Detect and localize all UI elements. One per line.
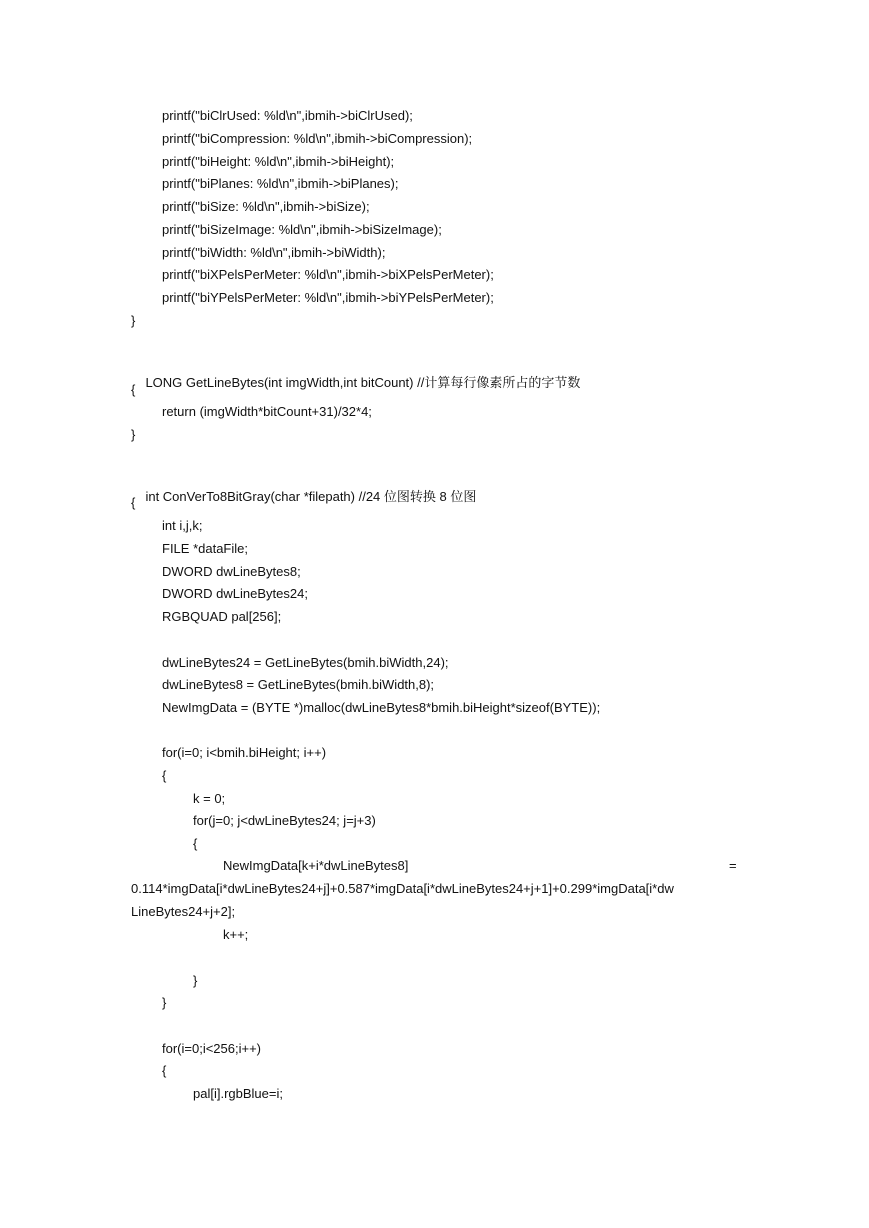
code-line: NewImgData[k+i*dwLineBytes8] bbox=[223, 858, 409, 873]
code-line: } bbox=[131, 427, 136, 442]
code-line: dwLineBytes8 = GetLineBytes(bmih.biWidth,8); bbox=[162, 677, 435, 692]
code-line: pal[i].rgbBlue=i; bbox=[193, 1086, 283, 1101]
code-line: printf("biSize: %ld\n",ibmih->biSize); bbox=[162, 199, 370, 214]
code-line: { bbox=[131, 382, 136, 397]
code-line: { bbox=[193, 836, 198, 851]
code-line: printf("biCompression: %ld\n",ibmih->biCompression); bbox=[162, 131, 473, 146]
code-line: printf("biYPelsPerMeter: %ld\n",ibmih->biYPelsPerMeter); bbox=[162, 290, 494, 305]
code-line: RGBQUAD pal[256]; bbox=[162, 609, 282, 624]
code-line: 0.114*imgData[i*dwLineBytes24+j]+0.587*imgData[i*dwLineBytes24+j+1]+0.299*imgData[i*dw bbox=[131, 881, 674, 896]
code-line: printf("biSizeImage: %ld\n",ibmih->biSizeImage); bbox=[162, 222, 442, 237]
code-comment: 位图转换 bbox=[383, 490, 436, 505]
code-line: { bbox=[162, 1063, 167, 1078]
code-line: printf("biClrUsed: %ld\n",ibmih->biClrUsed); bbox=[162, 108, 413, 123]
code-line: for(i=0; i<bmih.biHeight; i++) bbox=[162, 745, 327, 760]
code-line: DWORD dwLineBytes8; bbox=[162, 564, 301, 579]
code-line bbox=[131, 359, 580, 408]
code-line bbox=[131, 473, 476, 522]
code-line: return (imgWidth*bitCount+31)/32*4; bbox=[162, 404, 372, 419]
code-line-trailing-equals: = bbox=[729, 858, 737, 873]
code-text: LONG GetLineBytes(int imgWidth,int bitCount) // bbox=[145, 375, 425, 390]
code-line: { bbox=[162, 768, 167, 783]
code-line: for(i=0;i<256;i++) bbox=[162, 1041, 262, 1056]
code-line: k++; bbox=[223, 927, 249, 942]
code-line: FILE *dataFile; bbox=[162, 541, 248, 556]
code-line: } bbox=[162, 995, 167, 1010]
code-line: dwLineBytes24 = GetLineBytes(bmih.biWidth,24); bbox=[162, 655, 449, 670]
code-text: int ConVerTo8BitGray(char *filepath) //24 bbox=[145, 489, 384, 504]
code-line: k = 0; bbox=[193, 791, 226, 806]
code-line: NewImgData = (BYTE *)malloc(dwLineBytes8*bmih.biHeight*sizeof(BYTE)); bbox=[162, 700, 601, 715]
code-line: int i,j,k; bbox=[162, 518, 203, 533]
code-line: for(j=0; j<dwLineBytes24; j=j+3) bbox=[193, 813, 376, 828]
code-comment: 计算每行像素所占的字节数 bbox=[424, 376, 581, 391]
code-line: DWORD dwLineBytes24; bbox=[162, 586, 308, 601]
code-line: printf("biPlanes: %ld\n",ibmih->biPlanes); bbox=[162, 176, 399, 191]
code-line: printf("biXPelsPerMeter: %ld\n",ibmih->biXPelsPerMeter); bbox=[162, 267, 494, 282]
code-line: { bbox=[131, 495, 136, 510]
code-line: printf("biWidth: %ld\n",ibmih->biWidth); bbox=[162, 245, 386, 260]
code-line: printf("biHeight: %ld\n",ibmih->biHeight); bbox=[162, 154, 395, 169]
code-comment-end: 位图 bbox=[450, 490, 477, 505]
code-text-suffix: 8 bbox=[435, 489, 451, 504]
code-line: } bbox=[131, 313, 136, 328]
code-line: LineBytes24+j+2]; bbox=[131, 904, 236, 919]
code-line: } bbox=[193, 973, 198, 988]
